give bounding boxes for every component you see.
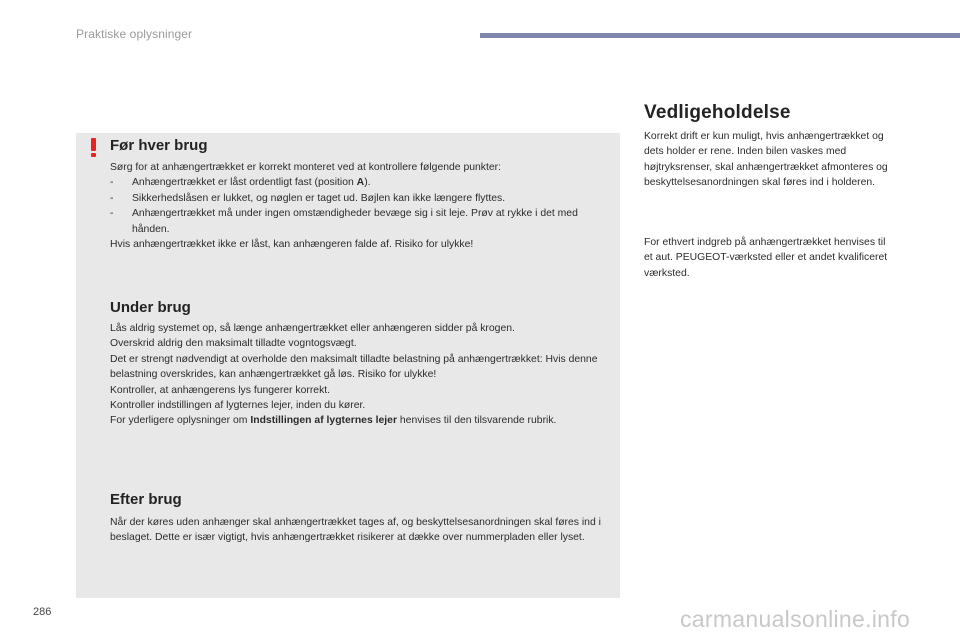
paragraph-line: Kontroller, at anhængerens lys fungerer korrekt. — [110, 384, 331, 396]
list-item: - Anhængertrækket må under ingen omstændigheder bevæge sig i sit leje. Prøv at rykke i det med hånden. — [110, 208, 578, 235]
paragraph-line: Overskrid aldrig den maksimalt tilladte vogntogsvægt. — [110, 338, 357, 350]
running-header: Praktiske oplysninger — [76, 27, 193, 41]
section-title-during-use: Under brug — [110, 299, 191, 316]
section-outro: Hvis anhængertrækket ikke er låst, kan anhængeren falde af. Risiko for ulykke! — [110, 239, 474, 251]
maintenance-paragraph: For ethvert indgreb på anhængertrækket henvises til et aut. PEUGEOT-værksted eller et andet kvalificeret værksted. — [644, 237, 888, 279]
list-item: - Anhængertrækket er låst ordentligt fast (position A). — [110, 177, 371, 189]
paragraph-line: Det er strengt nødvendigt at overholde den maksimalt tilladte belastning på anhængertrækket: Hvis denne belastning overskrides, kan anhængertrækket gå løs. Risiko for ulykke! — [110, 353, 598, 381]
warning-icon — [87, 136, 101, 158]
section-body-after-use: Når der køres uden anhænger skal anhængertrækket tages af, og beskyttelsesanordningen skal føres ind i beslaget. Dette er især vigtigt, hvis anhængertrækket risikerer at dække over nummerpladen eller lyset. — [110, 517, 601, 544]
section-title-after-use: Efter brug — [110, 491, 182, 508]
section-body-during-use — [110, 321, 615, 429]
paragraph-line: Kontroller indstillingen af lygternes lejer, inden du kører. — [110, 400, 366, 412]
section-body-before-use — [110, 160, 615, 252]
watermark: carmanualsonline.info — [680, 606, 911, 632]
paragraph-line: For yderligere oplysninger om Indstillingen af lygternes lejer henvises til den tilsvarende rubrik. — [110, 415, 557, 427]
list-item: - Sikkerhedslåsen er lukket, og nøglen er taget ud. Bøjlen kan ikke længere flyttes. — [110, 192, 506, 204]
maintenance-title: Vedligeholdelse — [644, 102, 791, 123]
section-intro: Sørg for at anhængertrækket er korrekt monteret ved at kontrollere følgende punkter: — [110, 162, 501, 173]
paragraph-line: Lås aldrig systemet op, så længe anhængertrækket eller anhængeren sidder på krogen. — [110, 323, 515, 334]
header-bar — [480, 33, 960, 38]
page-number: 286 — [33, 606, 52, 618]
maintenance-paragraph: Korrekt drift er kun muligt, hvis anhængertrækket og dets holder er rene. Inden bilen vaskes med højtryksrenser, skal anhængertrækket afmonteres og beskyttelsesanordningen skal føres ind i holderen. — [644, 131, 888, 189]
section-title-before-use: Før hver brug — [110, 137, 208, 154]
